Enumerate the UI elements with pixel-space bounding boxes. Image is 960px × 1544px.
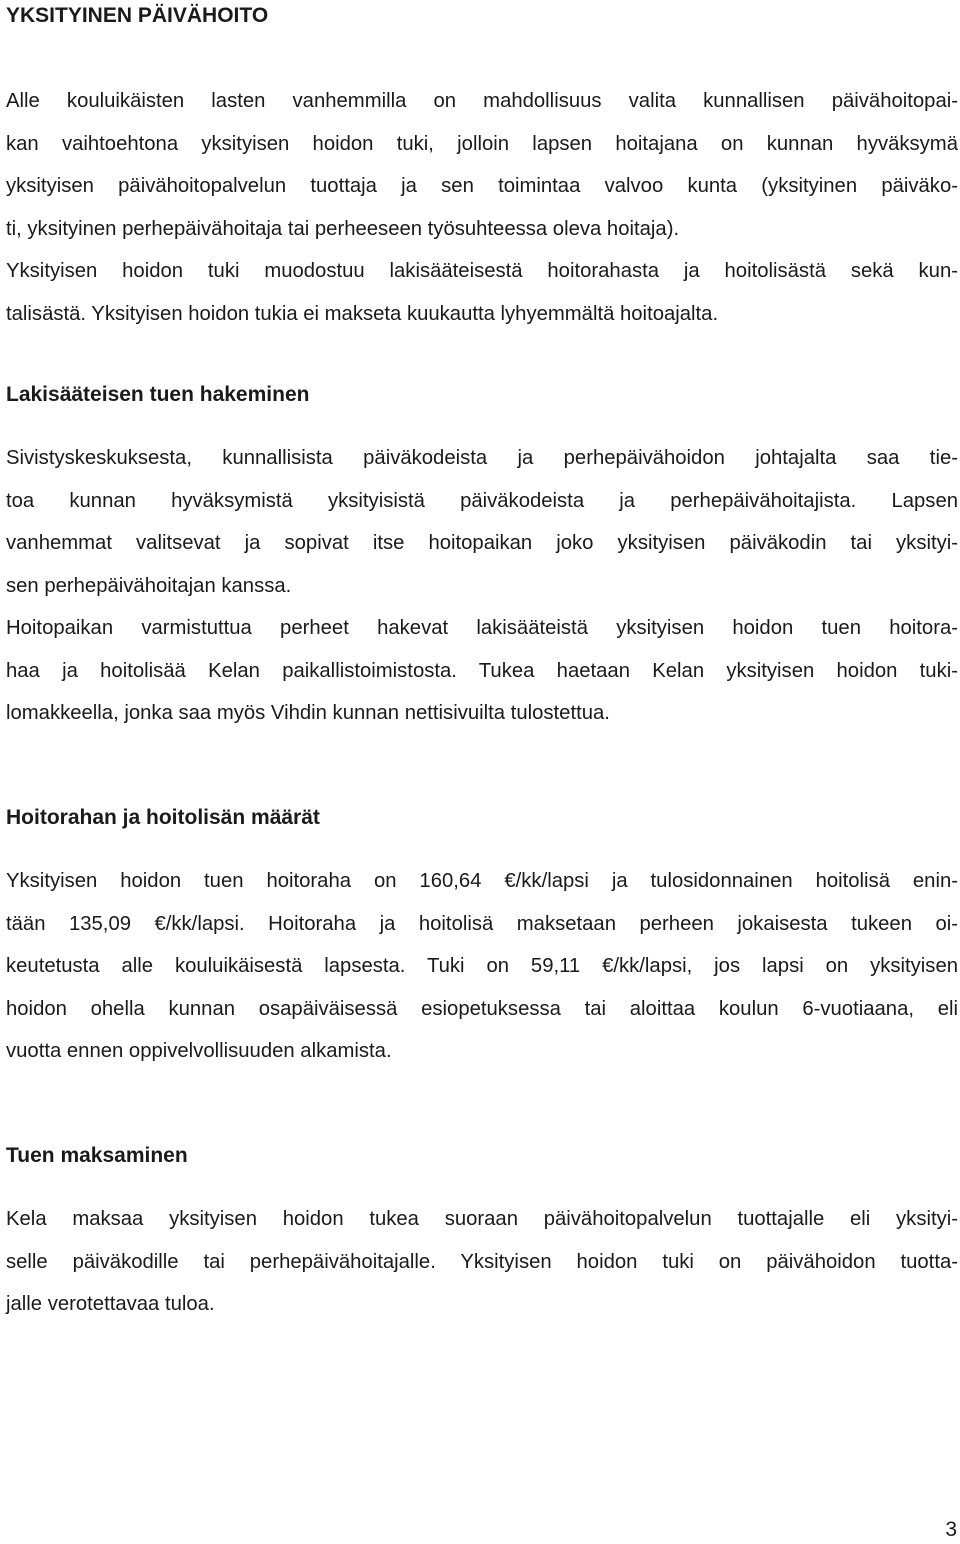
text-line: hoidon ohella kunnan osapäiväisessä esiopetuksessa tai aloittaa koulun 6-vuotiaana, eli <box>6 997 958 1020</box>
page-title: YKSITYINEN PÄIVÄHOITO <box>6 4 269 27</box>
section-payment-text <box>6 1198 958 1326</box>
text-line: tään 135,09 €/kk/lapsi. Hoitoraha ja hoitolisä maksetaan perheen jokaisesta tukeen oi- <box>6 912 958 935</box>
text-line: lomakkeella, jonka saa myös Vihdin kunnan nettisivuilta tulostettua. <box>6 702 610 724</box>
text-line: Yksityisen hoidon tuki muodostuu lakisääteisestä hoitorahasta ja hoitolisästä sekä kun- <box>6 260 958 282</box>
page-number: 3 <box>945 1518 957 1541</box>
text-line: toa kunnan hyväksymistä yksityisistä päiväkodeista ja perhepäivähoitajista. Lapsen <box>6 489 958 512</box>
text-line: Hoitopaikan varmistuttua perheet hakevat lakisääteistä yksityisen hoidon tuen hoitora- <box>6 617 958 639</box>
text-line: sen perhepäivähoitajan kanssa. <box>6 574 292 597</box>
text-line: yksityisen päivähoitopalvelun tuottaja ja sen toimintaa valvoo kunta (yksityinen päiväko- <box>6 175 958 197</box>
text-line: selle päiväkodille tai perhepäivähoitajalle. Yksityisen hoidon tuki on päivähoidon tuotta- <box>6 1250 958 1273</box>
text-line: vuotta ennen oppivelvollisuuden alkamista. <box>6 1040 392 1062</box>
text-line: kan vaihtoehtona yksityisen hoidon tuki, jolloin lapsen hoitajana on kunnan hyväksymä <box>6 132 958 155</box>
section-heading-payment: Tuen maksaminen <box>6 1144 188 1167</box>
text-line: haa ja hoitolisää Kelan paikallistoimistosta. Tukea haetaan Kelan yksityisen hoidon tuki- <box>6 659 958 682</box>
intro-paragraph <box>6 80 958 335</box>
text-line: Alle kouluikäisten lasten vanhemmilla on mahdollisuus valita kunnallisen päivähoitopai- <box>6 90 958 112</box>
text-line: Kela maksaa yksityisen hoidon tukea suoraan päivähoitopalvelun tuottajalle eli yksityi- <box>6 1208 958 1230</box>
section-application-text <box>6 437 958 735</box>
text-line: ti, yksityinen perhepäivähoitaja tai perheeseen työsuhteessa oleva hoitaja). <box>6 217 680 240</box>
section-amounts-text <box>6 860 958 1073</box>
text-line: vanhemmat valitsevat ja sopivat itse hoitopaikan joko yksityisen päiväkodin tai yksityi- <box>6 532 958 554</box>
text-line: jalle verotettavaa tuloa. <box>6 1293 215 1315</box>
text-line: talisästä. Yksityisen hoidon tukia ei makseta kuukautta lyhyemmältä hoitoajalta. <box>6 302 719 325</box>
text-line: Yksityisen hoidon tuen hoitoraha on 160,64 €/kk/lapsi ja tulosidonnainen hoitolisä enin- <box>6 870 958 892</box>
section-heading-amounts: Hoitorahan ja hoitolisän määrät <box>6 806 320 829</box>
text-line: Sivistyskeskuksesta, kunnallisista päiväkodeista ja perhepäivähoidon johtajalta saa tie- <box>6 447 958 469</box>
section-heading-application: Lakisääteisen tuen hakeminen <box>6 383 310 406</box>
text-line: keutetusta alle kouluikäisestä lapsesta. Tuki on 59,11 €/kk/lapsi, jos lapsi on yksityisen <box>6 955 958 977</box>
